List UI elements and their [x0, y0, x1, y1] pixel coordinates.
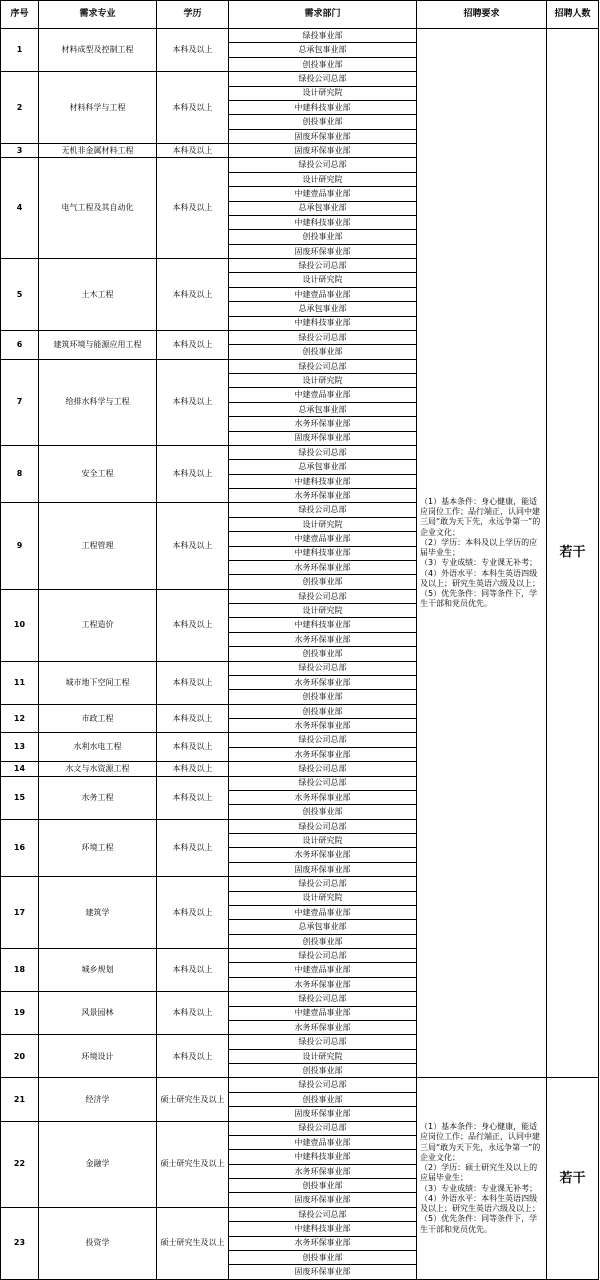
- row-department: 设计研究院: [229, 518, 417, 532]
- row-major: 土木工程: [39, 259, 157, 331]
- row-major: 城乡规划: [39, 949, 157, 992]
- row-major: 材料成型及控制工程: [39, 29, 157, 72]
- row-department: 绿投公司总部: [229, 877, 417, 891]
- row-department: 创投事业部: [229, 805, 417, 819]
- row-department: 中建科技事业部: [229, 618, 417, 632]
- row-department: 绿投公司总部: [229, 762, 417, 776]
- row-department: 绿投公司总部: [229, 733, 417, 747]
- row-department: 固废环保事业部: [229, 130, 417, 144]
- row-education: 本科及以上: [157, 662, 229, 705]
- row-department: 绿投公司总部: [229, 777, 417, 791]
- row-seq: 12: [1, 705, 39, 734]
- row-education: 本科及以上: [157, 72, 229, 144]
- row-seq: 14: [1, 762, 39, 776]
- row-major: 城市地下空间工程: [39, 662, 157, 705]
- row-education: 本科及以上: [157, 777, 229, 820]
- row-education: 硕士研究生及以上: [157, 1122, 229, 1208]
- row-department: 水务环保事业部: [229, 489, 417, 503]
- row-major: 无机非金属材料工程: [39, 144, 157, 158]
- row-education: 本科及以上: [157, 820, 229, 878]
- row-department: 水务环保事业部: [229, 748, 417, 762]
- row-department: 绿投公司总部: [229, 949, 417, 963]
- row-department: 创投事业部: [229, 935, 417, 949]
- row-department: 绿投公司总部: [229, 72, 417, 86]
- row-department: 固废环保事业部: [229, 245, 417, 259]
- row-department: 中建科技事业部: [229, 1150, 417, 1164]
- row-seq: 20: [1, 1035, 39, 1078]
- header-requirements: 招聘要求: [417, 1, 547, 29]
- row-education: 本科及以上: [157, 705, 229, 734]
- row-major: 市政工程: [39, 705, 157, 734]
- row-department: 中建科技事业部: [229, 547, 417, 561]
- row-major: 水务工程: [39, 777, 157, 820]
- row-department: 创投事业部: [229, 58, 417, 72]
- row-seq: 7: [1, 360, 39, 446]
- row-seq: 18: [1, 949, 39, 992]
- row-education: 本科及以上: [157, 331, 229, 360]
- header-department: 需求部门: [229, 1, 417, 29]
- row-seq: 22: [1, 1122, 39, 1208]
- row-education: 本科及以上: [157, 590, 229, 662]
- row-department: 创投事业部: [229, 230, 417, 244]
- row-seq: 10: [1, 590, 39, 662]
- row-seq: 8: [1, 446, 39, 504]
- row-department: 设计研究院: [229, 834, 417, 848]
- row-education: 本科及以上: [157, 992, 229, 1035]
- row-major: 给排水科学与工程: [39, 360, 157, 446]
- row-department: 创投事业部: [229, 647, 417, 661]
- row-department: 固废环保事业部: [229, 1107, 417, 1121]
- row-department: 水务环保事业部: [229, 978, 417, 992]
- row-seq: 13: [1, 733, 39, 762]
- row-department: 创投事业部: [229, 575, 417, 589]
- row-seq: 11: [1, 662, 39, 705]
- row-department: 水务环保事业部: [229, 561, 417, 575]
- row-department: 创投事业部: [229, 345, 417, 359]
- row-education: 本科及以上: [157, 29, 229, 72]
- row-major: 安全工程: [39, 446, 157, 504]
- row-department: 水务环保事业部: [229, 1021, 417, 1035]
- row-seq: 17: [1, 877, 39, 949]
- row-seq: 16: [1, 820, 39, 878]
- row-education: 硕士研究生及以上: [157, 1078, 229, 1121]
- row-department: 设计研究院: [229, 892, 417, 906]
- row-department: 绿投公司总部: [229, 331, 417, 345]
- row-seq: 1: [1, 29, 39, 72]
- row-department: 中建科技事业部: [229, 317, 417, 331]
- row-department: 水务环保事业部: [229, 791, 417, 805]
- row-education: 本科及以上: [157, 1035, 229, 1078]
- row-department: 创投事业部: [229, 1093, 417, 1107]
- row-department: 绿投公司总部: [229, 590, 417, 604]
- row-department: 中建壹品事业部: [229, 532, 417, 546]
- row-major: 环境工程: [39, 820, 157, 878]
- row-education: 本科及以上: [157, 733, 229, 762]
- row-seq: 2: [1, 72, 39, 144]
- row-major: 风景园林: [39, 992, 157, 1035]
- row-department: 绿投公司总部: [229, 1122, 417, 1136]
- row-department: 创投事业部: [229, 705, 417, 719]
- row-department: 水务环保事业部: [229, 417, 417, 431]
- row-major: 材料科学与工程: [39, 72, 157, 144]
- headcount-bachelor: 若干: [547, 29, 599, 1078]
- row-department: 中建科技事业部: [229, 216, 417, 230]
- row-department: 总承包事业部: [229, 460, 417, 474]
- row-department: 中建壹品事业部: [229, 187, 417, 201]
- row-education: 本科及以上: [157, 877, 229, 949]
- headcount-master: 若干: [547, 1078, 599, 1279]
- row-major: 经济学: [39, 1078, 157, 1121]
- row-seq: 19: [1, 992, 39, 1035]
- row-seq: 15: [1, 777, 39, 820]
- row-department: 中建壹品事业部: [229, 288, 417, 302]
- row-department: 绿投事业部: [229, 29, 417, 43]
- row-education: 本科及以上: [157, 144, 229, 158]
- row-department: 中建壹品事业部: [229, 1007, 417, 1021]
- row-department: 水务环保事业部: [229, 676, 417, 690]
- row-department: 设计研究院: [229, 604, 417, 618]
- row-department: 中建科技事业部: [229, 1222, 417, 1236]
- row-major: 工程管理: [39, 503, 157, 589]
- row-major: 水文与水资源工程: [39, 762, 157, 776]
- row-department: 绿投公司总部: [229, 158, 417, 172]
- row-department: 水务环保事业部: [229, 1165, 417, 1179]
- row-department: 总承包事业部: [229, 403, 417, 417]
- row-department: 水务环保事业部: [229, 633, 417, 647]
- row-major: 建筑学: [39, 877, 157, 949]
- row-department: 创投事业部: [229, 1179, 417, 1193]
- row-seq: 6: [1, 331, 39, 360]
- row-department: 固废环保事业部: [229, 1265, 417, 1279]
- row-department: 总承包事业部: [229, 43, 417, 57]
- requirements-bachelor: （1）基本条件：身心健康，能适应岗位工作；品行端正，认同中建三局“敢为天下先，永远争第一”的企业文化； （2）学历：本科及以上学历的应届毕业生； （3）专业成绩：专业课无补考； （4）外语水平：本科生英语四级及以上；研究生英语六级及以上； （5）优先条件：同等条件下，学生干部和党员优先。: [417, 29, 547, 1078]
- row-seq: 9: [1, 503, 39, 589]
- row-department: 设计研究院: [229, 273, 417, 287]
- requirements-master: （1）基本条件：身心健康，能适应岗位工作；品行端正，认同中建三局“敢为天下先，永远争第一”的企业文化； （2）学历：硕士研究生及以上的应届毕业生； （3）专业成绩：专业课无补考； （4）外语水平：本科生英语四级及以上；研究生英语六级及以上； （5）优先条件：同等条件下，学生干部和党员优先。: [417, 1078, 547, 1279]
- row-department: 中建壹品事业部: [229, 388, 417, 402]
- row-department: 创投事业部: [229, 115, 417, 129]
- row-major: 建筑环境与能源应用工程: [39, 331, 157, 360]
- row-department: 创投事业部: [229, 690, 417, 704]
- row-seq: 23: [1, 1208, 39, 1280]
- row-education: 本科及以上: [157, 949, 229, 992]
- row-seq: 3: [1, 144, 39, 158]
- row-department: 绿投公司总部: [229, 360, 417, 374]
- row-department: 固废环保事业部: [229, 863, 417, 877]
- row-education: 本科及以上: [157, 503, 229, 589]
- row-department: 设计研究院: [229, 374, 417, 388]
- row-department: 总承包事业部: [229, 920, 417, 934]
- row-department: 设计研究院: [229, 87, 417, 101]
- row-department: 中建壹品事业部: [229, 1136, 417, 1150]
- row-department: 水务环保事业部: [229, 1237, 417, 1251]
- header-education: 学历: [157, 1, 229, 29]
- row-department: 总承包事业部: [229, 302, 417, 316]
- row-education: 硕士研究生及以上: [157, 1208, 229, 1280]
- row-department: 绿投公司总部: [229, 1078, 417, 1092]
- row-department: 绿投公司总部: [229, 503, 417, 517]
- row-seq: 5: [1, 259, 39, 331]
- row-department: 绿投公司总部: [229, 820, 417, 834]
- row-department: 绿投公司总部: [229, 1208, 417, 1222]
- row-education: 本科及以上: [157, 360, 229, 446]
- row-major: 投资学: [39, 1208, 157, 1280]
- row-department: 绿投公司总部: [229, 992, 417, 1006]
- row-department: 创投事业部: [229, 1251, 417, 1265]
- row-education: 本科及以上: [157, 259, 229, 331]
- row-department: 绿投公司总部: [229, 1035, 417, 1049]
- row-major: 水利水电工程: [39, 733, 157, 762]
- header-major: 需求专业: [39, 1, 157, 29]
- row-seq: 4: [1, 158, 39, 259]
- row-department: 固废环保事业部: [229, 1193, 417, 1207]
- row-education: 本科及以上: [157, 446, 229, 504]
- row-major: 电气工程及其自动化: [39, 158, 157, 259]
- row-department: 固废环保事业部: [229, 432, 417, 446]
- row-department: 中建壹品事业部: [229, 906, 417, 920]
- row-department: 中建科技事业部: [229, 101, 417, 115]
- row-major: 环境设计: [39, 1035, 157, 1078]
- row-education: 本科及以上: [157, 762, 229, 776]
- row-department: 中建科技事业部: [229, 475, 417, 489]
- row-department: 设计研究院: [229, 173, 417, 187]
- row-major: 金融学: [39, 1122, 157, 1208]
- row-department: 总承包事业部: [229, 202, 417, 216]
- row-department: 绿投公司总部: [229, 259, 417, 273]
- header-seq: 序号: [1, 1, 39, 29]
- row-department: 创投事业部: [229, 1064, 417, 1078]
- row-department: 设计研究院: [229, 1050, 417, 1064]
- row-department: 中建壹品事业部: [229, 963, 417, 977]
- row-department: 水务环保事业部: [229, 719, 417, 733]
- row-department: 绿投公司总部: [229, 662, 417, 676]
- row-department: 水务环保事业部: [229, 848, 417, 862]
- header-headcount: 招聘人数: [547, 1, 599, 29]
- row-department: 绿投公司总部: [229, 446, 417, 460]
- row-education: 本科及以上: [157, 158, 229, 259]
- row-major: 工程造价: [39, 590, 157, 662]
- row-seq: 21: [1, 1078, 39, 1121]
- row-department: 固废环保事业部: [229, 144, 417, 158]
